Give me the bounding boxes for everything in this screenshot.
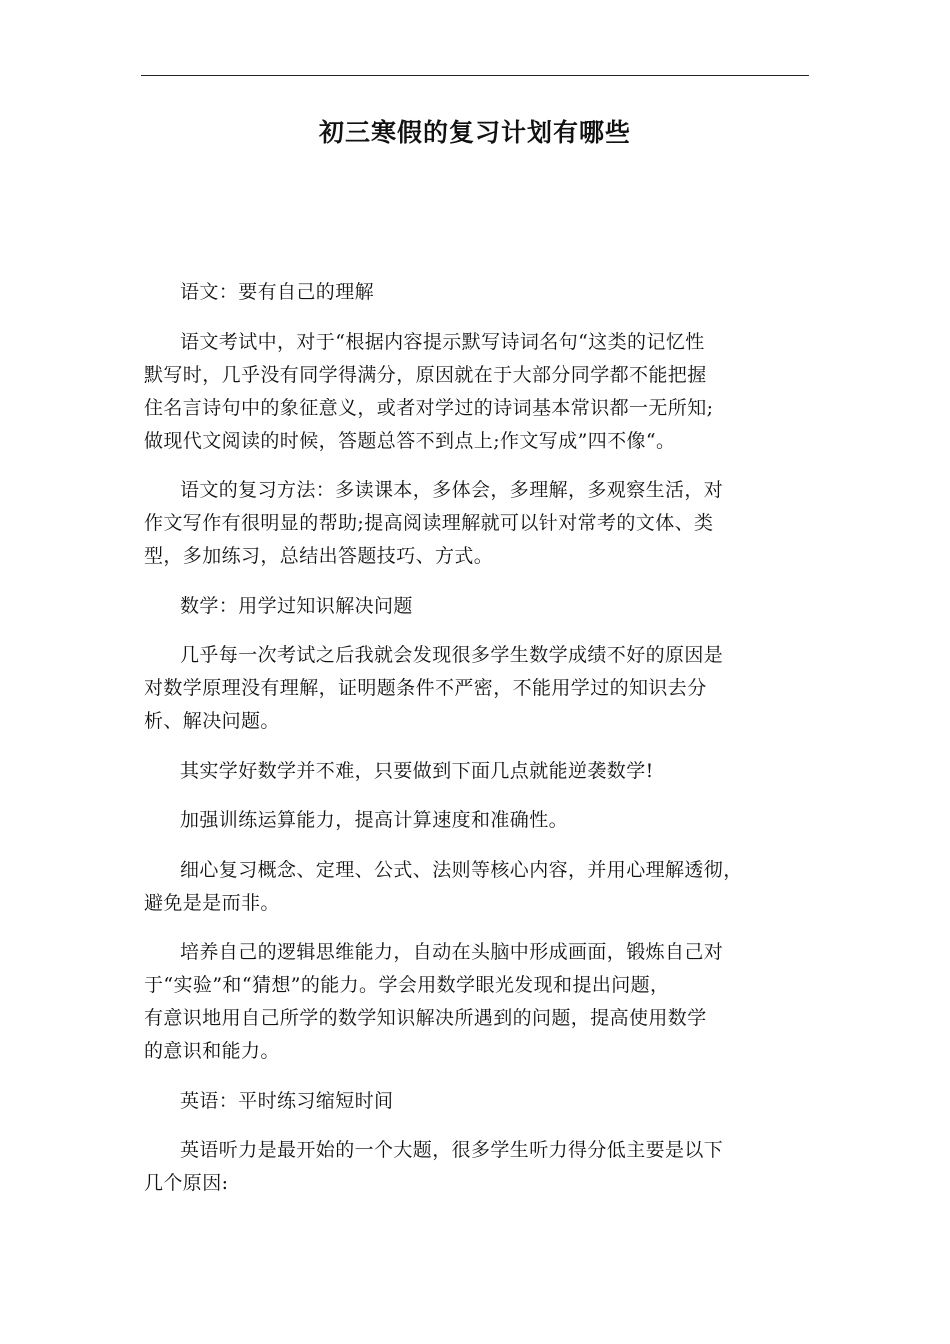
header-rule bbox=[141, 75, 809, 76]
paragraph bbox=[144, 755, 814, 788]
paragraph bbox=[144, 326, 814, 458]
paragraph-line: 型，多加练习，总结出答题技巧、方式。 bbox=[144, 545, 494, 567]
paragraph bbox=[144, 590, 814, 623]
paragraph bbox=[144, 1085, 814, 1118]
paragraph-line: 的意识和能力。 bbox=[144, 1040, 280, 1062]
paragraph-line: 培养自己的逻辑思维能力，自动在头脑中形成画面，锻炼自己对 bbox=[180, 941, 724, 963]
document-body bbox=[144, 276, 814, 1217]
paragraph-line: 住名言诗句中的象征意义，或者对学过的诗词基本常识都一无所知; bbox=[144, 396, 714, 419]
paragraph-line: 有意识地用自己所学的数学知识解决所遇到的问题，提高使用数学 bbox=[144, 1007, 707, 1029]
paragraph-line: 语文：要有自己的理解 bbox=[180, 281, 375, 303]
paragraph-line: 避免是是而非。 bbox=[144, 891, 280, 914]
paragraph-line: 细心复习概念、定理、公式、法则等核心内容，并用心理解透彻， bbox=[180, 858, 743, 881]
paragraph-line: 语文的复习方法：多读课本，多体会，多理解，多观察生活，对 bbox=[180, 479, 724, 501]
paragraph-line: 默写时，几乎没有同学得满分，原因就在于大部分同学都不能把握 bbox=[144, 363, 707, 386]
paragraph-line: 数学：用学过知识解决问题 bbox=[180, 594, 413, 617]
paragraph-line: 析、解决问题。 bbox=[144, 710, 280, 732]
paragraph bbox=[144, 854, 814, 920]
paragraph-line: 几乎每一次考试之后我就会发现很多学生数学成绩不好的原因是 bbox=[180, 644, 724, 666]
paragraph bbox=[144, 276, 814, 309]
paragraph bbox=[144, 936, 814, 1068]
paragraph-line: 加强训练运算能力，提高计算速度和准确性。 bbox=[180, 809, 569, 831]
paragraph-line: 于“实验”和“猜想”的能力。学会用数学眼光发现和提出问题， bbox=[144, 974, 670, 996]
paragraph-line: 作文写作有很明显的帮助;提高阅读理解就可以针对常考的文体、类 bbox=[144, 512, 714, 534]
paragraph-line: 语文考试中，对于“根据内容提示默写诗词名句“这类的记忆性 bbox=[180, 330, 705, 353]
paragraph bbox=[144, 1134, 814, 1200]
paragraph bbox=[144, 639, 814, 738]
paragraph-line: 对数学原理没有理解，证明题条件不严密，不能用学过的知识去分 bbox=[144, 677, 707, 699]
paragraph-line: 其实学好数学并不难，只要做到下面几点就能逆袭数学! bbox=[180, 759, 654, 782]
paragraph-line: 英语：平时练习缩短时间 bbox=[180, 1089, 394, 1112]
paragraph-line: 英语听力是最开始的一个大题，很多学生听力得分低主要是以下 bbox=[180, 1139, 724, 1161]
paragraph-line: 做现代文阅读的时候，答题总答不到点上;作文写成”四不像“。 bbox=[144, 429, 676, 452]
paragraph bbox=[144, 474, 814, 573]
paragraph-line: 几个原因: bbox=[144, 1172, 229, 1194]
paragraph bbox=[144, 804, 814, 837]
document-title: 初三寒假的复习计划有哪些 bbox=[318, 118, 631, 147]
